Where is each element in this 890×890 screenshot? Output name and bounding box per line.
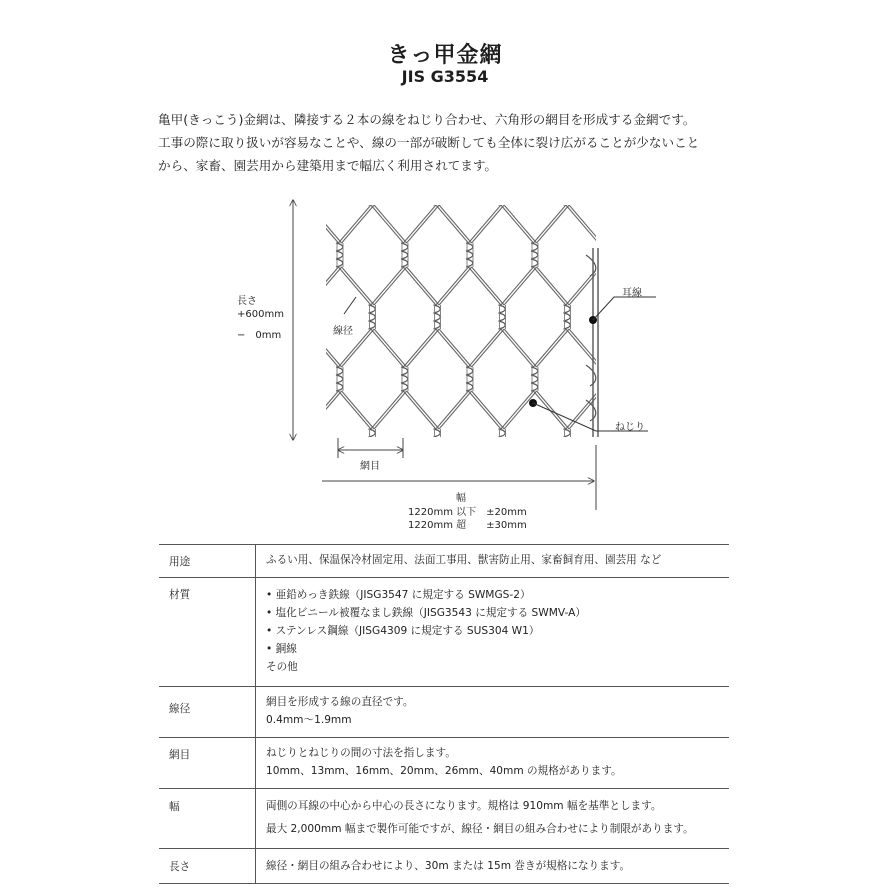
row-head: 長さ (159, 849, 256, 884)
width-label: 幅 (456, 493, 466, 504)
table-row (159, 578, 729, 687)
row-line: ふるい用、保温保冷材固定用、法面工事用、獣害防止用、家畜飼育用、園芸用 など (266, 554, 662, 566)
twist-label: ねじり (615, 422, 645, 433)
row-line: 最大 2,000mm 幅まで製作可能ですが、線径・網目の組み合わせにより制限があります。 (266, 823, 694, 835)
length-tolerance-plus: +600mm (237, 309, 284, 320)
intro-line: から、家畜、園芸用から建築用まで幅広く利用されてます。 (158, 158, 498, 173)
mesh-pattern (241, 181, 732, 540)
page-subtitle: JIS G3554 (401, 67, 489, 86)
row-line: • 亜鉛めっき鉄線（JISG3547 に規定する SWMGS-2） (266, 589, 531, 601)
intro-line: 亀甲(きっこう)金網は、隣接する２本の線をねじり合わせ、六角形の網目を形成する金網です。 (158, 112, 696, 127)
width-tolerance-1: 1220mm 以下 ±20mm (408, 507, 527, 518)
row-head: 用途 (159, 545, 256, 578)
wire-diameter-pointer (344, 297, 356, 314)
row-body (256, 738, 730, 789)
table-row (159, 849, 729, 884)
selvage-label: 耳線 (622, 288, 642, 299)
row-head: 幅 (159, 789, 256, 849)
row-line: • ステンレス鋼線（JISG4309 に規定する SUS304 W1） (266, 625, 540, 637)
length-tolerance-minus: − 0mm (237, 330, 282, 341)
mesh-label: 網目 (360, 461, 380, 472)
selvage-leader (593, 297, 656, 320)
row-body (256, 545, 730, 578)
row-line: 両側の耳線の中心から中心の長さになります。規格は 910mm 幅を基準とします。 (266, 800, 662, 812)
table-row (159, 545, 729, 578)
page-title: きっ甲金網 (387, 43, 503, 68)
row-head: 材質 (159, 578, 256, 687)
length-label: 長さ (237, 296, 257, 307)
row-head: 線径 (159, 687, 256, 738)
row-line: 0.4mm〜1.9mm (266, 714, 352, 726)
spec-table (159, 544, 729, 884)
table-row (159, 687, 729, 738)
table-row (159, 789, 729, 849)
width-tolerance-2: 1220mm 超 ±30mm (408, 520, 527, 531)
row-line: • 塩化ビニール被覆なまし鉄線（JISG3543 に規定する SWMV-A） (266, 607, 586, 619)
row-body (256, 789, 730, 849)
row-line: ねじりとねじりの間の寸法を指します。 (266, 747, 456, 759)
row-line: • 銅線 (266, 643, 297, 655)
row-body (256, 849, 730, 884)
row-line: 線径・網目の組み合わせにより、30m または 15m 巻きが規格になります。 (266, 860, 631, 872)
wire-diameter-label: 線径 (333, 326, 353, 337)
selvage-wire (586, 248, 598, 437)
intro-line: 工事の際に取り扱いが容易なことや、線の一部が破断しても全体に裂け広がることが少ないこと (158, 135, 700, 150)
row-body (256, 578, 730, 687)
row-line: 10mm、13mm、16mm、20mm、26mm、40mm の規格があります。 (266, 765, 622, 777)
row-line: その他 (266, 661, 298, 673)
row-head: 網目 (159, 738, 256, 789)
row-line: 網目を形成する線の直径です。 (266, 696, 414, 708)
row-body (256, 687, 730, 738)
table-row (159, 738, 729, 789)
